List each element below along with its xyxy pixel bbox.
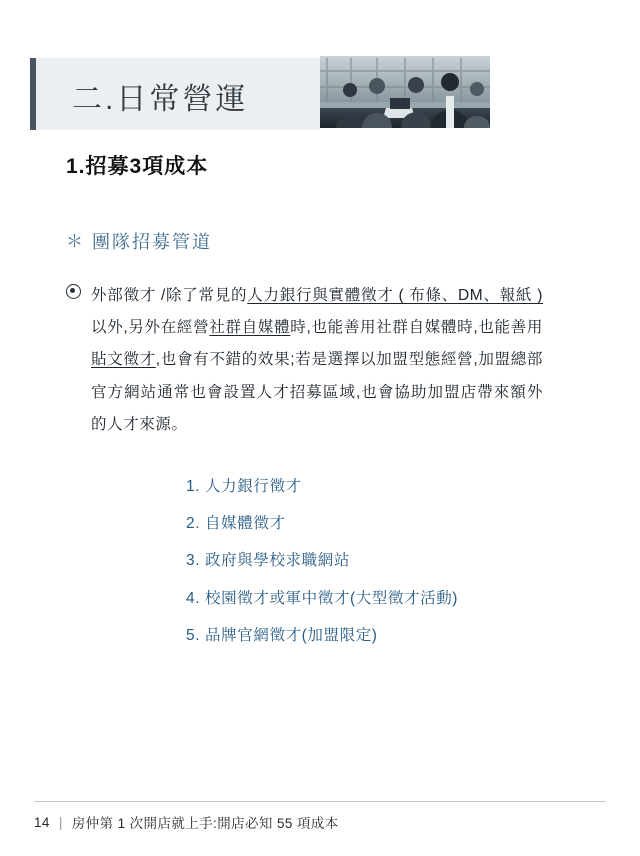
list-item — [66, 514, 576, 534]
paragraph-run-5: 貼文徵才 — [91, 351, 156, 369]
list-item-number: 2. — [186, 515, 206, 533]
list-item-number: 5. — [186, 626, 206, 644]
list-item-label: 自媒體徵才 — [205, 515, 286, 533]
bullet-dot-icon — [66, 284, 81, 299]
page-content — [66, 150, 576, 663]
book-title: 房仲第 1 次開店就上手:開店必知 55 項成本 — [71, 816, 339, 831]
bullet-paragraph-block — [66, 280, 576, 441]
paragraph-run-6: ,也會有不錯的效果;若是選擇以加盟型態經營,加盟總部官方網站通常也會設置人才招募區域,也會協助加盟店帶來額外的人才來源。 — [91, 351, 543, 433]
section-heading: 1.招募3項成本 — [66, 155, 209, 178]
paragraph-run-0: 外部徵才 /除了常見的 — [91, 287, 248, 304]
list-item-number: 3. — [186, 552, 206, 570]
list-item — [66, 551, 576, 571]
paragraph-run-3: 社群自媒體 — [209, 319, 291, 337]
list-item — [66, 589, 576, 609]
list-item-label: 政府與學校求職網站 — [205, 552, 350, 570]
list-item-label: 校園徵才或軍中徵才(大型徵才活動) — [205, 589, 459, 607]
recruitment-channel-list — [66, 477, 576, 646]
business-team-meeting-photo — [320, 56, 490, 128]
subsection-heading — [66, 228, 576, 254]
list-item-number: 4. — [186, 589, 206, 607]
list-item — [66, 626, 576, 646]
paragraph-run-1: 人力銀行與實體徵才 ( 布條、DM、報紙 ) — [247, 287, 543, 304]
chapter-title: 二.日常營運 — [72, 83, 249, 116]
page-number: 14 — [34, 814, 50, 830]
subsection-heading-label: 團隊招募管道 — [92, 232, 212, 252]
list-item-label: 品牌官網徵才(加盟限定) — [205, 626, 378, 644]
list-item-label: 人力銀行徵才 — [205, 478, 302, 496]
footer-separator: | — [58, 814, 63, 830]
paragraph-run-4: 時,也能善用社群自媒體時,也能善用 — [290, 319, 543, 337]
page-footer — [34, 801, 606, 832]
paragraph-run-2: 以外,另外在經營 — [91, 319, 210, 337]
chapter-header-band — [30, 58, 490, 130]
asterisk-icon: ＊ — [66, 231, 85, 251]
list-item — [66, 477, 576, 497]
body-paragraph — [91, 280, 543, 441]
list-item-number: 1. — [186, 478, 206, 496]
